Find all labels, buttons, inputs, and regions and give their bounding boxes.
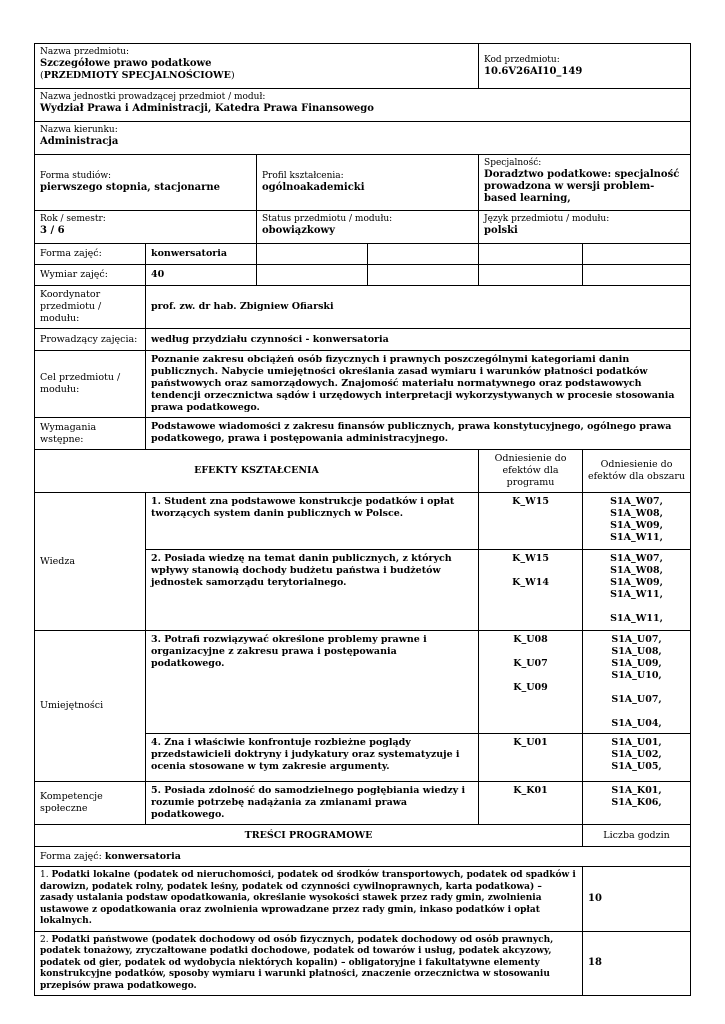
language-label: Język przedmiotu / modułu: bbox=[484, 214, 610, 224]
area-code: S1A_W08, bbox=[610, 565, 663, 576]
study-form-label: Forma studiów: bbox=[40, 171, 112, 181]
specialty-value: Doradztwo podatkowe: specjalność prowadzona w wersji problem-based learning, bbox=[484, 169, 680, 204]
content-topic-hours: 10 bbox=[583, 867, 691, 932]
year-label: Rok / semestr: bbox=[40, 214, 106, 224]
outcome-text: 2. Posiada wiedzę na temat danin publicznych, z których wpływy stanowią dochody budżetu państwa i budżetów jednostek samorządu terytorialnego. bbox=[146, 550, 479, 631]
area-code: S1A_U05, bbox=[611, 761, 662, 772]
outcome-text: 5. Posiada zdolność do samodzielnego pogłębiania wiedzy i rozumie potrzebę nadążania za zmianami prawa podatkowego. bbox=[146, 782, 479, 825]
study-form-cell bbox=[35, 155, 257, 211]
status-label: Status przedmiotu / modułu: bbox=[262, 214, 393, 224]
content-header: TREŚCI PROGRAMOWE bbox=[35, 825, 583, 847]
course-code-label: Kod przedmiotu: bbox=[484, 55, 560, 65]
program-code: K_U08 bbox=[513, 634, 548, 645]
specialty-label: Specjalność: bbox=[484, 158, 542, 168]
course-code: 10.6V26AI10_149 bbox=[484, 66, 583, 77]
instructor-label: Prowadzący zajęcia: bbox=[35, 329, 146, 351]
outcome-text: 1. Student zna podstawowe konstrukcje podatków i opłat tworzących system danin publicznych w Polsce. bbox=[146, 493, 479, 550]
goal-label: Cel przedmiotu / modułu: bbox=[35, 351, 146, 418]
unit-label: Nazwa jednostki prowadzącej przedmiot / moduł: bbox=[40, 92, 266, 102]
course-syllabus-table bbox=[34, 43, 691, 996]
class-form-value: konwersatoria bbox=[146, 244, 257, 265]
course-name-cell bbox=[35, 44, 479, 89]
program-code: K_W14 bbox=[512, 577, 549, 588]
area-code: S1A_U09, bbox=[611, 658, 662, 669]
empty-cell bbox=[368, 265, 479, 286]
area-code: S1A_U08, bbox=[611, 646, 662, 657]
area-code: S1A_W09, bbox=[610, 577, 663, 588]
area-code: S1A_U04, bbox=[611, 718, 662, 729]
area-code: S1A_W08, bbox=[610, 508, 663, 519]
program-code: K_W15 bbox=[512, 496, 549, 507]
coordinator-label: Koordynator przedmiotu / modułu: bbox=[35, 286, 146, 329]
unit-cell bbox=[35, 89, 691, 122]
outcome-text: 3. Potrafi rozwiązywać określone problemy prawne i organizacyjne z zakresu prawa i postępowania podatkowego. bbox=[146, 631, 479, 734]
outcomes-header: EFEKTY KSZTAŁCENIA bbox=[35, 450, 479, 493]
empty-cell bbox=[583, 265, 691, 286]
status-cell bbox=[257, 211, 479, 244]
language-value: polski bbox=[484, 225, 518, 236]
content-topic: 2. Podatki państwowe (podatek dochodowy od osób fizycznych, podatek dochodowy od osób prawnych, podatek tonażowy, zryczałtowane podatki dochodowe, podatek od towarów i usług, podatek akcyzowy, podatek od gier, podatek od wydobycia niektórych kopalin) – obligatoryjne i fakultatywne elementy konstrukcyjne podatków, sposoby wymiaru i warunki płatności, znaczenie orzecznictwa w stosowaniu przepisów prawa podatkowego. bbox=[35, 931, 583, 996]
knowledge-label: Wiedza bbox=[35, 493, 146, 631]
field-label: Nazwa kierunku: bbox=[40, 125, 118, 135]
hours-value: 40 bbox=[146, 265, 257, 286]
area-code: S1A_W09, bbox=[610, 520, 663, 531]
outcomes-program-header: Odniesienie do efektów dla programu bbox=[479, 450, 583, 493]
hours-count-header: Liczba godzin bbox=[583, 825, 691, 847]
area-code: S1A_K06, bbox=[611, 797, 662, 808]
prerequisites-label: Wymagania wstępne: bbox=[35, 418, 146, 450]
outcome-program-codes bbox=[479, 631, 583, 734]
field-value: Administracja bbox=[40, 136, 119, 147]
year-cell bbox=[35, 211, 257, 244]
language-cell bbox=[479, 211, 691, 244]
outcome-area-codes bbox=[583, 493, 691, 550]
area-code: S1A_U02, bbox=[611, 749, 662, 760]
area-code: S1A_W11, bbox=[610, 532, 663, 543]
area-code: S1A_U07, bbox=[611, 694, 662, 705]
area-code: S1A_K01, bbox=[611, 785, 662, 796]
profile-cell bbox=[257, 155, 479, 211]
outcome-program-codes bbox=[479, 550, 583, 631]
course-name: Szczegółowe prawo podatkowe bbox=[40, 58, 212, 69]
skills-label: Umiejętności bbox=[35, 631, 146, 782]
hours-label: Wymiar zajęć: bbox=[35, 265, 146, 286]
program-code: K_K01 bbox=[513, 785, 548, 796]
program-code: K_U01 bbox=[513, 737, 548, 748]
area-code: S1A_W07, bbox=[610, 496, 663, 507]
course-name-label: Nazwa przedmiotu: bbox=[40, 47, 130, 57]
content-topic-hours: 18 bbox=[583, 931, 691, 996]
area-code: S1A_U01, bbox=[611, 737, 662, 748]
area-code: S1A_U10, bbox=[611, 670, 662, 681]
content-topic: 1. Podatki lokalne (podatek od nieruchomości, podatek od środków transportowych, podatek od spadków i darowizn, podatek rolny, podatek leśny, podatek od czynności cywilnoprawnych, karta podatkowa) – zasady ustalania podstaw opodatkowania, określanie wysokości stawek przez rady gmin, zwolnienia ustawowe z opodatkowania oraz zwolnienia wprowadzane przez rady gmin, inkaso podatków i opłat lokalnych. bbox=[35, 867, 583, 932]
area-code: S1A_W07, bbox=[610, 553, 663, 564]
empty-cell bbox=[479, 265, 583, 286]
empty-cell bbox=[368, 244, 479, 265]
course-code-cell bbox=[479, 44, 691, 89]
study-form-value: pierwszego stopnia, stacjonarne bbox=[40, 182, 221, 193]
prerequisites-value: Podstawowe wiadomości z zakresu finansów publicznych, prawa konstytucyjnego, ogólnego prawa podatkowego, prawa i postępowania administracyjnego. bbox=[146, 418, 691, 450]
program-code: K_U07 bbox=[513, 658, 548, 669]
empty-cell bbox=[257, 265, 368, 286]
empty-cell bbox=[583, 244, 691, 265]
profile-label: Profil kształcenia: bbox=[262, 171, 344, 181]
outcome-program-codes bbox=[479, 734, 583, 782]
outcome-program-codes bbox=[479, 493, 583, 550]
course-type: (PRZEDMIOTY SPECJALNOŚCIOWE) bbox=[40, 70, 235, 81]
status-value: obowiązkowy bbox=[262, 225, 335, 236]
empty-cell bbox=[257, 244, 368, 265]
outcome-area-codes bbox=[583, 550, 691, 631]
unit-value: Wydział Prawa i Administracji, Katedra Prawa Finansowego bbox=[40, 103, 374, 114]
outcome-area-codes bbox=[583, 631, 691, 734]
class-form-label: Forma zajęć: bbox=[35, 244, 146, 265]
outcome-text: 4. Zna i właściwie konfrontuje rozbieżne poglądy przedstawicieli doktryny i judykatury oraz systematyzuje i ocenia stosowane w tym zakresie argumenty. bbox=[146, 734, 479, 782]
goal-value: Poznanie zakresu obciążeń osób fizycznych i prawnych poszczególnymi kategoriami danin publicznych. Nabycie umiejętności określania zasad wymiaru i warunków płatności podatków państwowych oraz samorządowych. Znajomość materiału normatywnego oraz podstawowych tendencji orzecznictwa sądów i urzędowych interpretacji wykorzystywanych w procesie stosowania prawa podatkowego. bbox=[146, 351, 691, 418]
coordinator-value: prof. zw. dr hab. Zbigniew Ofiarski bbox=[146, 286, 691, 329]
instructor-value: według przydziału czynności - konwersatoria bbox=[146, 329, 691, 351]
field-cell bbox=[35, 122, 691, 155]
area-code: S1A_W11, bbox=[610, 589, 663, 600]
program-code: K_W15 bbox=[512, 553, 549, 564]
outcome-area-codes bbox=[583, 734, 691, 782]
content-class-form: Forma zajęć: konwersatoria bbox=[35, 847, 691, 867]
outcome-program-codes bbox=[479, 782, 583, 825]
area-code: S1A_W11, bbox=[610, 613, 663, 624]
profile-value: ogólnoakademicki bbox=[262, 182, 365, 193]
program-code: K_U09 bbox=[513, 682, 548, 693]
year-value: 3 / 6 bbox=[40, 225, 65, 236]
competences-label: Kompetencje społeczne bbox=[35, 782, 146, 825]
empty-cell bbox=[479, 244, 583, 265]
area-code: S1A_U07, bbox=[611, 634, 662, 645]
specialty-cell bbox=[479, 155, 691, 211]
outcome-area-codes bbox=[583, 782, 691, 825]
outcomes-area-header: Odniesienie do efektów dla obszaru bbox=[583, 450, 691, 493]
